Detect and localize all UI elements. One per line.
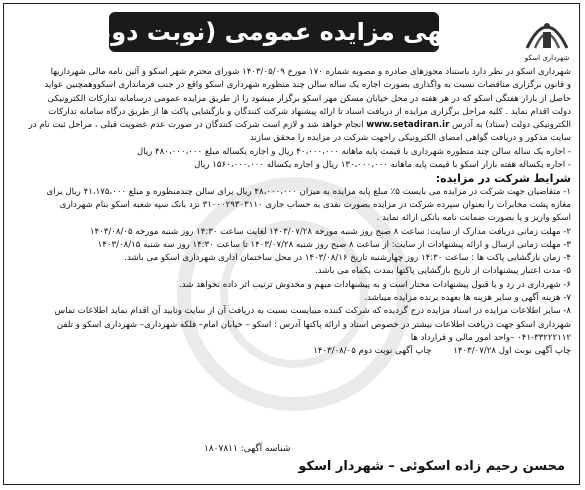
lease-item: - اجاره یکساله هفته بازار اسکو با قیمت پایه ماهانه ۱۳۰،۰۰۰،۰۰۰ ریال و اجاره یکساله ۱۵۶۰،۰۰۰،۰۰۰ ریال [194,160,571,171]
condition-line: اسکو واریز و یا بصورت ضمانت نامه بانکی ارائه نماید . [376,213,571,224]
page-title: آگهی مزایده عمومی (نوبت دوم) [82,18,466,46]
second-print-date: چاپ آگهی نوبت دوم ۱۴۰۳/۰۸/۰۵ [313,346,432,357]
intro-line: حاصل از بازار هفتگی اسکو که در هر هفته در محل خیابان مسکن مهر اسکو برگزار میشود را از طریق مزایده عمومی درسامانه تدارکات الکترونیکی [47,93,571,104]
intro-line: دولت اقدام نماید . کلیه مراحل برگزاری مزایده از دریافت اسناد تا ارائه پیشنهاد شرکت کنندگان و بازگشایی پاکت ها از طریق درگاه سامانه تدارکات [48,106,571,117]
intro-segment: انجام خواهد شد و لازم است شرکت کنندگان در صورت عدم عضویت قبلی ، مراحل ثبت نام در [28,120,364,131]
condition-line: ۴- زمان بازگشایی پاکت ها : ساعت ۱۴:۳۰ روز چهارشنبه تاریخ ۱۴۰۳/۰۸/۱۶ در محل ساختمان اداری شهرداری اسکو می باشد. [124,253,571,264]
print-dates [12,345,571,358]
signer-name: محسن رحیم زاده اسکوئی – شهردار اسکو [298,459,565,474]
municipality-seal-icon [521,8,573,58]
auction-notice [3,3,580,485]
intro-line: سایت مذکور و دریافت گواهی امضای الکترونیکی راجهت شرکت در مزایده را محقق سازند [249,133,571,144]
website-link[interactable]: www.setadiran.ir [366,120,450,131]
notice-number: شناسه آگهی: ۱۸۰۷۸۱۱ [204,444,291,454]
condition-line: ۲- مهلت زمانی دریافت مدارک از سایت: ساعت ۸ صبح روز شنبه مورخه ۱۴۰۳/۰۷/۲۸ لغایت ساعت ۱۴:۳۰ روز شنبه مورخه ۱۴۰۳/۰۸/۰۵ [89,226,571,237]
intro-line: شهرداری اسکو در نظر دارد باستناد مجوزهای صادره و مصوبه شماره ۱۷۰ مورخ ۱۴۰۳/۰۵/۰۹ شورای محترم شهر اسکو و آئین نامه مالی شهرداریها [50,67,571,77]
intro-line: و قانون برگزاری مناقصات نسبت به واگذاری بصورت اجاره یک ساله سالن چند منظوره شهرداری اسکو واقع در جنب فرمانداری اسکووهمچنین عواید [44,80,571,91]
notice-body [12,66,571,359]
conditions-heading: شرایط شرکت در مزایده: [435,172,571,186]
condition-line: ۸- سایر اطلاعات مزایده در اسناد مزایده درج گردیده که شرکت کننده میبایست نسبت به دریافت آن از سایت وتایید آن اقدام نماید اطلاعات تماس [54,306,571,317]
first-print-date: چاپ آگهی نوبت اول ۱۴۰۳/۰۷/۲۸ [453,346,571,357]
condition-line: ۱- متقاضیان جهت شرکت در مزایده می بایست ۵٪ مبلغ پایه مزایده به میزان ۴۸،۰۰۰،۰۰۰ ریال برای سالن چندمنظوره و مبلغ ۴۱،۱۷۵،۰۰۰ ریال برای [46,186,571,197]
condition-line: ۰۴۱-۳۳۲۲۲۱۱۲ –واحد امور مالی و قرارداد ها [410,332,571,343]
condition-line: ۳- مهلت زمانی ارسال و ارائه پیشنهادات از سایت: از ساعت ۸ صبح روز شنبه ۱۴۰۳/۰۷/۲۸ تا ساعت ۱۴:۳۰ روز سه شنبه ۱۴۰۳/۰۸/۱۵ [97,239,571,250]
intro-segment: الکترونیکی دولت (ستاد) به آدرس [452,120,571,131]
condition-line: ۵- مدت اعتبار پیشنهادات از تاریخ بازگشایی پاکتها بمدت یکماه می باشد. [315,266,571,277]
lease-item: - اجاره یک ساله سالن چند منظوره شهرداری با قیمت پایه ماهانه ۴۰،۰۰۰،۰۰۰ ریال و اجاره یکساله مبلغ ۴۸۰،۰۰۰،۰۰۰ ریال [136,146,571,157]
condition-line: مغازه پشت مخابرات را بعنوان سپرده شرکت در مزایده بصورت نقدی به حساب جاری ۳۱۰۰۰۲۹۳۰۳۱۱۰ نزد بانک سپه شعبه اسکو بنام شهرداری [59,199,571,210]
intro-line [12,119,571,132]
condition-line: شهرداری اسکو جهت دریافت اطلاعات بیشتر در خصوص اسناد و ارائه پاکتها آدرس : اسکو – خیابان امام– فلکه شهرداری– شهرداری اسکو و تلفن [56,319,571,330]
logo-caption: شهرداری اسکو [524,54,570,62]
condition-line: ۷- هزینه آگهی و سایر هزینه ها بعهده برنده مزایده میباشد. [364,293,571,304]
condition-line: ۶- شهرداری در رد و یا قبول پیشنهادات مختار است و به پیشنهادات مبهم و مخدوش ترتیب اثر داده نخواهد شد. [178,279,571,290]
notice-title-banner [82,12,466,52]
